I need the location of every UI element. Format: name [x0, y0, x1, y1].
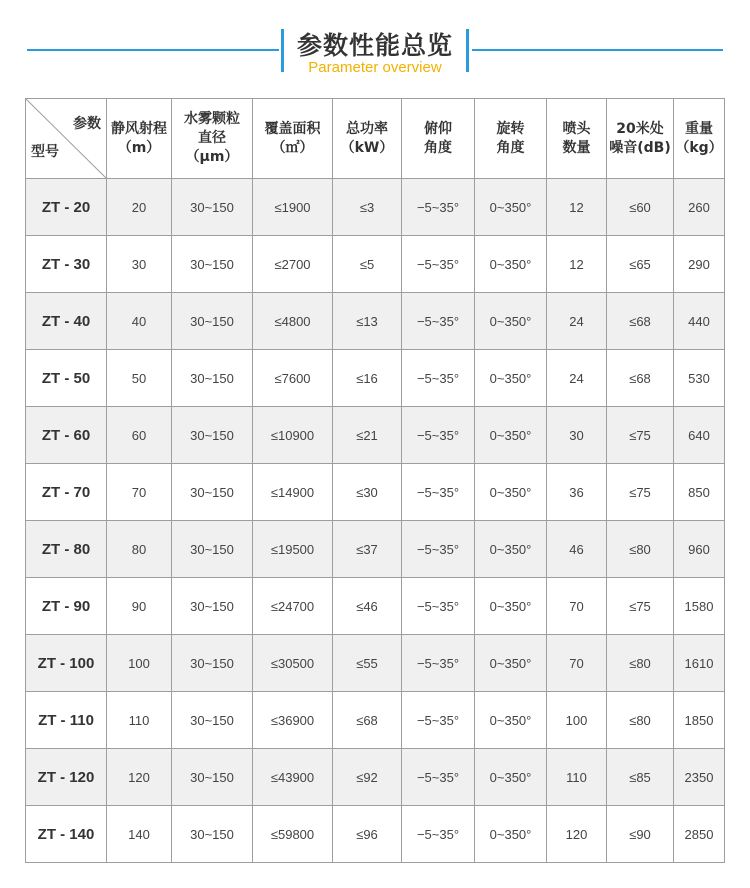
value-cell: ≤85 — [607, 749, 674, 806]
value-cell: 30~150 — [172, 692, 253, 749]
value-cell: ≤24700 — [253, 578, 333, 635]
value-cell: 2850 — [674, 806, 725, 863]
header-line-right — [472, 49, 723, 51]
value-cell: ≤7600 — [253, 350, 333, 407]
header-cell — [402, 99, 475, 179]
value-cell: 0~350° — [475, 692, 547, 749]
value-cell: 1850 — [674, 692, 725, 749]
table-row — [26, 635, 725, 692]
header-line: 俯仰 — [424, 120, 452, 137]
page-subtitle: Parameter overview — [308, 59, 442, 76]
header-line: 角度 — [424, 139, 452, 156]
value-cell: ≤59800 — [253, 806, 333, 863]
value-cell: 0~350° — [475, 464, 547, 521]
value-cell: 110 — [107, 692, 172, 749]
table-row — [26, 407, 725, 464]
table-header-row — [26, 99, 725, 179]
value-cell: ≤37 — [333, 521, 402, 578]
header-cell — [253, 99, 333, 179]
header-cell — [607, 99, 674, 179]
header-tick-left — [281, 29, 284, 72]
parameter-table — [25, 98, 725, 863]
value-cell: 290 — [674, 236, 725, 293]
value-cell: ≤75 — [607, 407, 674, 464]
value-cell: −5~35° — [402, 407, 475, 464]
value-cell: 110 — [547, 749, 607, 806]
model-cell: ZT - 120 — [26, 749, 107, 806]
value-cell: 20 — [107, 179, 172, 236]
header-tick-right — [466, 29, 469, 72]
value-cell: −5~35° — [402, 692, 475, 749]
value-cell: 12 — [547, 179, 607, 236]
model-cell: ZT - 110 — [26, 692, 107, 749]
table-row — [26, 806, 725, 863]
value-cell: ≤68 — [607, 350, 674, 407]
value-cell: −5~35° — [402, 635, 475, 692]
table-row — [26, 578, 725, 635]
value-cell: 30~150 — [172, 236, 253, 293]
value-cell: 960 — [674, 521, 725, 578]
value-cell: ≤1900 — [253, 179, 333, 236]
value-cell: ≤3 — [333, 179, 402, 236]
model-cell: ZT - 140 — [26, 806, 107, 863]
model-cell: ZT - 30 — [26, 236, 107, 293]
header-line: （kW） — [340, 139, 394, 156]
value-cell: ≤43900 — [253, 749, 333, 806]
value-cell: ≤5 — [333, 236, 402, 293]
value-cell: −5~35° — [402, 179, 475, 236]
value-cell: 36 — [547, 464, 607, 521]
table-row — [26, 464, 725, 521]
model-cell: ZT - 40 — [26, 293, 107, 350]
corner-model-label: 型号 — [31, 144, 59, 160]
value-cell: ≤13 — [333, 293, 402, 350]
value-cell: ≤68 — [333, 692, 402, 749]
value-cell: 40 — [107, 293, 172, 350]
header-line: 水雾颗粒 — [184, 111, 240, 127]
value-cell: −5~35° — [402, 293, 475, 350]
header-line: 总功率 — [346, 120, 388, 137]
corner-param-label: 参数 — [73, 116, 101, 132]
value-cell: 440 — [674, 293, 725, 350]
value-cell: ≤16 — [333, 350, 402, 407]
value-cell: 30~150 — [172, 350, 253, 407]
value-cell: ≤21 — [333, 407, 402, 464]
value-cell: ≤30500 — [253, 635, 333, 692]
header-line: 重量 — [685, 120, 713, 137]
diagonal-divider — [26, 99, 106, 178]
value-cell: ≤80 — [607, 635, 674, 692]
value-cell: 0~350° — [475, 407, 547, 464]
value-cell: 30~150 — [172, 464, 253, 521]
value-cell: 0~350° — [475, 179, 547, 236]
value-cell: 100 — [107, 635, 172, 692]
value-cell: ≤14900 — [253, 464, 333, 521]
table-row — [26, 749, 725, 806]
value-cell: 1610 — [674, 635, 725, 692]
corner-header-cell — [26, 99, 107, 179]
value-cell: ≤55 — [333, 635, 402, 692]
value-cell: 0~350° — [475, 806, 547, 863]
value-cell: −5~35° — [402, 521, 475, 578]
model-cell: ZT - 50 — [26, 350, 107, 407]
table-row — [26, 236, 725, 293]
value-cell: ≤75 — [607, 578, 674, 635]
value-cell: ≤10900 — [253, 407, 333, 464]
value-cell: 30 — [547, 407, 607, 464]
value-cell: 30~150 — [172, 407, 253, 464]
value-cell: 90 — [107, 578, 172, 635]
value-cell: 260 — [674, 179, 725, 236]
header-cell — [107, 99, 172, 179]
value-cell: −5~35° — [402, 236, 475, 293]
value-cell: 70 — [107, 464, 172, 521]
value-cell: −5~35° — [402, 578, 475, 635]
model-cell: ZT - 60 — [26, 407, 107, 464]
value-cell: −5~35° — [402, 806, 475, 863]
model-cell: ZT - 100 — [26, 635, 107, 692]
value-cell: 120 — [107, 749, 172, 806]
header-cell — [172, 99, 253, 179]
table-row — [26, 350, 725, 407]
value-cell: 0~350° — [475, 578, 547, 635]
value-cell: 46 — [547, 521, 607, 578]
value-cell: −5~35° — [402, 350, 475, 407]
header-line: （㎡） — [271, 139, 314, 156]
table-row — [26, 293, 725, 350]
value-cell: 12 — [547, 236, 607, 293]
value-cell: 120 — [547, 806, 607, 863]
value-cell: ≤96 — [333, 806, 402, 863]
header-line: 旋转 — [496, 120, 525, 137]
value-cell: 70 — [547, 578, 607, 635]
value-cell: 30~150 — [172, 521, 253, 578]
value-cell: ≤75 — [607, 464, 674, 521]
value-cell: 30~150 — [172, 635, 253, 692]
header-line: （kg） — [675, 139, 723, 156]
value-cell: ≤68 — [607, 293, 674, 350]
value-cell: ≤90 — [607, 806, 674, 863]
header-line-left — [27, 49, 279, 51]
value-cell: 30~150 — [172, 749, 253, 806]
value-cell: ≤46 — [333, 578, 402, 635]
header-line: 覆盖面积 — [264, 120, 321, 137]
value-cell: 80 — [107, 521, 172, 578]
model-cell: ZT - 80 — [26, 521, 107, 578]
value-cell: 0~350° — [475, 236, 547, 293]
value-cell: 30 — [107, 236, 172, 293]
header-cell — [547, 99, 607, 179]
header-line: 噪音(dB) — [609, 139, 671, 156]
value-cell: 30~150 — [172, 179, 253, 236]
header-line: 20米处 — [616, 120, 664, 137]
value-cell: ≤65 — [607, 236, 674, 293]
header-line: 喷头 — [562, 120, 591, 137]
value-cell: ≤80 — [607, 521, 674, 578]
value-cell: 0~350° — [475, 749, 547, 806]
header-line: （μm） — [185, 149, 239, 165]
model-cell: ZT - 70 — [26, 464, 107, 521]
header-cell — [333, 99, 402, 179]
header-cell — [674, 99, 725, 179]
value-cell: 0~350° — [475, 521, 547, 578]
header-line: 直径 — [198, 130, 226, 146]
value-cell: 0~350° — [475, 635, 547, 692]
value-cell: 1580 — [674, 578, 725, 635]
value-cell: 140 — [107, 806, 172, 863]
value-cell: ≤30 — [333, 464, 402, 521]
value-cell: 50 — [107, 350, 172, 407]
value-cell: ≤92 — [333, 749, 402, 806]
table-row — [26, 179, 725, 236]
value-cell: 0~350° — [475, 293, 547, 350]
header-line: 静风射程 — [111, 120, 167, 137]
value-cell: 530 — [674, 350, 725, 407]
value-cell: ≤60 — [607, 179, 674, 236]
header-line: 数量 — [562, 139, 591, 156]
value-cell: 640 — [674, 407, 725, 464]
model-cell: ZT - 90 — [26, 578, 107, 635]
value-cell: −5~35° — [402, 749, 475, 806]
header-line: 角度 — [496, 139, 525, 156]
value-cell: 60 — [107, 407, 172, 464]
header-line: （m） — [117, 139, 161, 156]
value-cell: 2350 — [674, 749, 725, 806]
value-cell: 24 — [547, 350, 607, 407]
value-cell: 70 — [547, 635, 607, 692]
model-cell: ZT - 20 — [26, 179, 107, 236]
page-title: 参数性能总览 — [296, 31, 453, 60]
value-cell: 30~150 — [172, 806, 253, 863]
value-cell: 0~350° — [475, 350, 547, 407]
value-cell: ≤36900 — [253, 692, 333, 749]
value-cell: 24 — [547, 293, 607, 350]
value-cell: 850 — [674, 464, 725, 521]
table-body — [26, 179, 725, 863]
value-cell: ≤4800 — [253, 293, 333, 350]
value-cell: ≤80 — [607, 692, 674, 749]
value-cell: ≤19500 — [253, 521, 333, 578]
header-cell — [475, 99, 547, 179]
value-cell: 100 — [547, 692, 607, 749]
value-cell: ≤2700 — [253, 236, 333, 293]
table-row — [26, 692, 725, 749]
value-cell: 30~150 — [172, 578, 253, 635]
value-cell: 30~150 — [172, 293, 253, 350]
table-row — [26, 521, 725, 578]
value-cell: −5~35° — [402, 464, 475, 521]
